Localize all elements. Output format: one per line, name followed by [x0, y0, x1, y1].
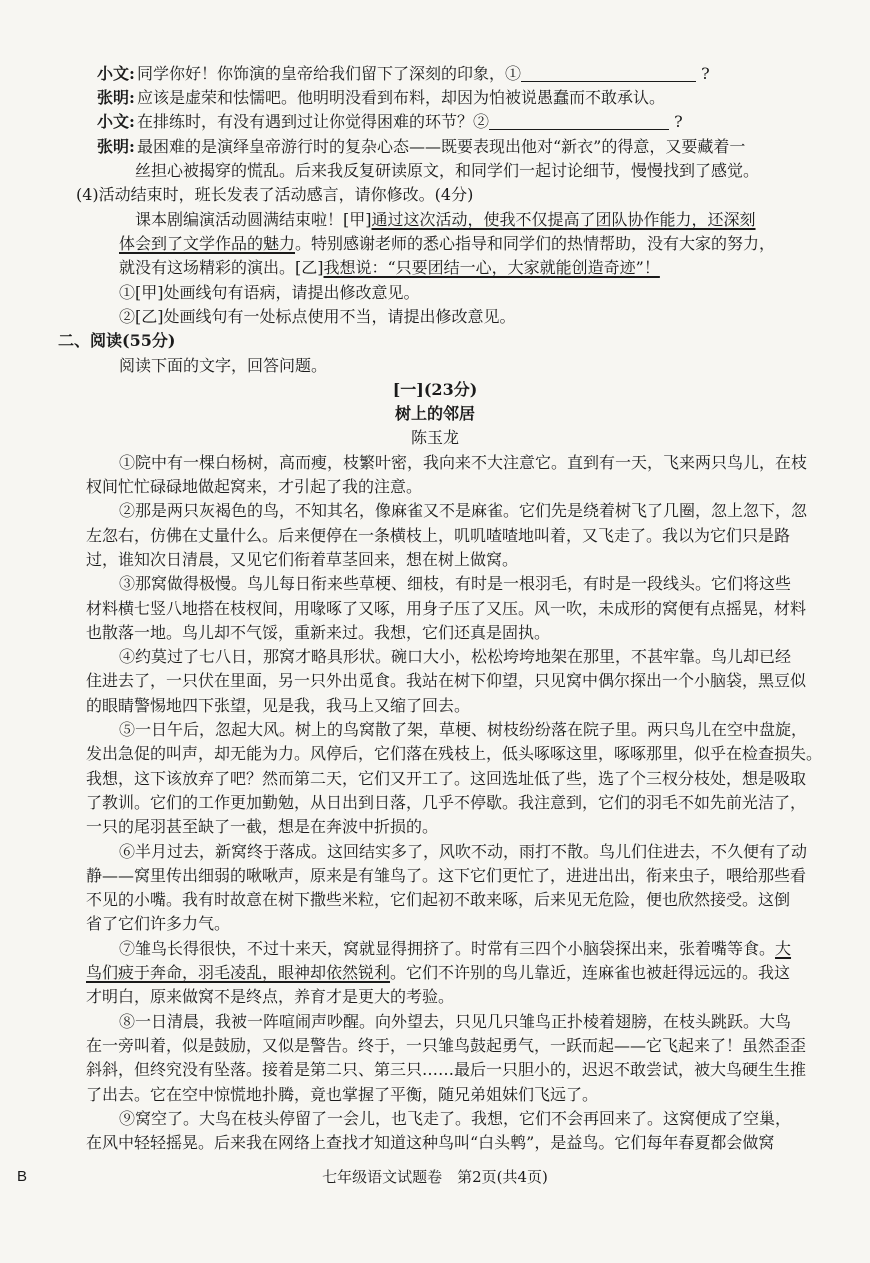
- passage-line: 一只的尾羽甚至缺了一截，想是在奔波中折损的。: [86, 817, 439, 836]
- dialogue-text: 应该是虚荣和怯懦吧。他明明没看到布料，却因为怕被说愚蠢而不敢承认。: [137, 88, 666, 107]
- question-4-prompt: (4)活动结束时，班长发表了活动感言，请你修改。(4分): [76, 185, 474, 204]
- dialogue-line-2: [0, 85, 870, 111]
- part-heading: [一](23分): [392, 380, 478, 399]
- speech-line-2: 体会到了文学作品的魅力。特别感谢老师的悉心指导和同学们的热情帮助，没有大家的努力，: [119, 234, 776, 253]
- passage-line: 的眼睛警惕地四下张望，见是我，我马上又缩了回去。: [86, 696, 471, 715]
- passage-line: 过，谁知次日清晨，又见它们衔着草茎回来，想在树上做窝。: [86, 550, 519, 569]
- speech-line-3: 就没有这场精彩的演出。[乙]我想说：“只要团结一心，大家就能创造奇迹”！: [119, 258, 660, 277]
- underlined-sentence-jia: 通过这次活动，使我不仅提高了团队协作能力，还深刻: [371, 210, 756, 229]
- underlined-sentence-jia-cont: 体会到了文学作品的魅力: [119, 234, 296, 253]
- passage-line: ④约莫过了七八日，那窝才略具形状。碗口大小，松松垮垮地架在那里，不甚牢靠。鸟儿却已经: [119, 647, 792, 666]
- passage-line: 了出去。它在空中惊慌地扑腾，竟也掌握了平衡，随兄弟姐妹们飞远了。: [86, 1085, 599, 1104]
- passage-line: 鸟们疲于奔命，羽毛凌乱，眼神却依然锐利。它们不许别的鸟儿靠近，连麻雀也被赶得远远的。我这: [86, 963, 791, 982]
- answer-blank-1[interactable]: [521, 63, 696, 82]
- page-number: 七年级语文试题卷 第2页(共4页): [322, 1168, 548, 1186]
- section-instruction: 阅读下面的文字，回答问题。: [119, 356, 328, 375]
- speech-line-1: 课本剧编演活动圆满结束啦！[甲]通过这次活动，使我不仅提高了团队协作能力，还深刻: [135, 210, 756, 229]
- passage-line: ⑤一日午后，忽起大风。树上的鸟窝散了架，草梗、树枝纷纷落在院子里。两只鸟儿在空中盘旋，: [119, 720, 808, 739]
- speaker-zhangming: 张明:: [97, 137, 135, 156]
- page-footer: [0, 1165, 870, 1189]
- dialogue-line-4: [0, 134, 870, 160]
- passage-line: ⑥半月过去，新窝终于落成。这回结实多了，风吹不动，雨打不散。鸟儿们住进去，不久便有了动: [119, 842, 808, 861]
- passage-line: 不见的小嘴。我有时故意在树下撒些米粒，它们起初不敢来啄，后来见无危险，便也欣然接受。这倒: [86, 890, 791, 909]
- passage-line: 了教训。它们的工作更加勤勉，从日出到日落，几乎不停歇。我注意到，它们的羽毛不如先前光洁了，: [86, 793, 807, 812]
- dialogue-text: 最困难的是演绎皇帝游行时的复杂心态——既要表现出他对“新衣”的得意，又要藏着一: [137, 137, 746, 156]
- dialogue-text: 同学你好！你饰演的皇帝给我们留下了深刻的印象，①: [137, 64, 522, 83]
- question-mark: ?: [674, 112, 683, 131]
- sub-question-1: ①[甲]处画线句有语病，请提出修改意见。: [119, 283, 420, 302]
- passage-title: 树上的邻居: [394, 404, 475, 423]
- underlined-sentence-p7: 大: [775, 939, 792, 958]
- question-mark: ?: [701, 64, 710, 83]
- dialogue-line-5: [0, 158, 870, 184]
- passage-line: 也散落一地。鸟儿却不气馁，重新来过。我想，它们还真是固执。: [86, 623, 551, 642]
- section-heading: 二、阅读(55分): [58, 331, 176, 350]
- passage-line: 才明白，原来做窝不是终点，养育才是更大的考验。: [86, 987, 455, 1006]
- passage-line: 在风中轻轻摇晃。后来我在网络上查找才知道这种鸟叫“白头鹎”，是益鸟。它们每年春夏都会做窝: [86, 1133, 775, 1152]
- passage-author: 陈玉龙: [410, 428, 459, 447]
- speaker-xiaowen: 小文:: [97, 64, 135, 83]
- passage-line: 住进去了，一只伏在里面，另一只外出觅食。我站在树下仰望，只见窝中偶尔探出一个小脑袋，黑豆似: [86, 671, 807, 690]
- passage-line: 杈间忙忙碌碌地做起窝来，才引起了我的注意。: [86, 477, 423, 496]
- passage-line: 材料横七竖八地搭在枝杈间，用喙啄了又啄，用身子压了又压。风一吹，未成形的窝便有点摇晃，材料: [86, 599, 807, 618]
- sub-question-2: ②[乙]处画线句有一处标点使用不当，请提出修改意见。: [119, 307, 516, 326]
- passage-line: ③那窝做得极慢。鸟儿每日衔来些草梗、细枝，有时是一根羽毛，有时是一段线头。它们将这些: [119, 574, 792, 593]
- dialogue-line-3: [0, 109, 870, 135]
- paper-version-label: B: [17, 1168, 28, 1185]
- passage-line: 左忽右，仿佛在丈量什么。后来便停在一条横枝上，叽叽喳喳地叫着，又飞走了。我以为它们只是路: [86, 526, 791, 545]
- speaker-xiaowen: 小文:: [97, 112, 135, 131]
- passage-line: ⑦雏鸟长得很快，不过十来天，窝就显得拥挤了。时常有三四个小脑袋探出来，张着嘴等食。大: [119, 939, 792, 958]
- speaker-zhangming: 张明:: [97, 88, 135, 107]
- dialogue-line-1: [0, 61, 870, 87]
- dialogue-text: 丝担心被揭穿的慌乱。后来我反复研读原文，和同学们一起讨论细节，慢慢找到了感觉。: [135, 161, 760, 180]
- underlined-sentence-yi: 我想说：“只要团结一心，大家就能创造奇迹”！: [323, 258, 660, 277]
- passage-line: 斜斜，但终究没有坠落。接着是第二只、第三只……最后一只胆小的，迟迟不敢尝试，被大鸟硬生生推: [86, 1060, 807, 1079]
- dialogue-text: 在排练时，有没有遇到过让你觉得困难的环节？②: [137, 112, 490, 131]
- passage-line: 静——窝里传出细弱的啾啾声，原来是有雏鸟了。这下它们更忙了，进进出出，衔来虫子，喂给那些看: [86, 866, 807, 885]
- passage-line: ②那是两只灰褐色的鸟，不知其名，像麻雀又不是麻雀。它们先是绕着树飞了几圈，忽上忽下，忽: [119, 501, 808, 520]
- passage-line: ①院中有一棵白杨树，高而瘦，枝繁叶密，我向来不大注意它。直到有一天，飞来两只鸟儿，在枝: [119, 453, 808, 472]
- passage-line: ⑧一日清晨，我被一阵喧闹声吵醒。向外望去，只见几只雏鸟正扑棱着翅膀，在枝头跳跃。大鸟: [119, 1012, 792, 1031]
- passage-line: ⑨窝空了。大鸟在枝头停留了一会儿，也飞走了。我想，它们不会再回来了。这窝便成了空巢，: [119, 1109, 792, 1128]
- underlined-sentence-p7-cont: 鸟们疲于奔命，羽毛凌乱，眼神却依然锐利: [86, 963, 391, 982]
- passage-line: 省了它们许多力气。: [86, 914, 231, 933]
- passage-line: 在一旁叫着，似是鼓励，又似是警告。终于，一只雏鸟鼓起勇气，一跃而起——它飞起来了！虽然歪歪: [86, 1036, 807, 1055]
- passage-line: 我想，这下该放弃了吧？然而第二天，它们又开工了。这回选址低了些，选了个三杈分枝处，想是吸取: [86, 769, 807, 788]
- answer-blank-2[interactable]: [489, 111, 669, 130]
- passage-line: 发出急促的叫声，却无能为力。风停后，它们落在残枝上，低头啄啄这里，啄啄那里，似乎在检查损失。: [86, 744, 823, 763]
